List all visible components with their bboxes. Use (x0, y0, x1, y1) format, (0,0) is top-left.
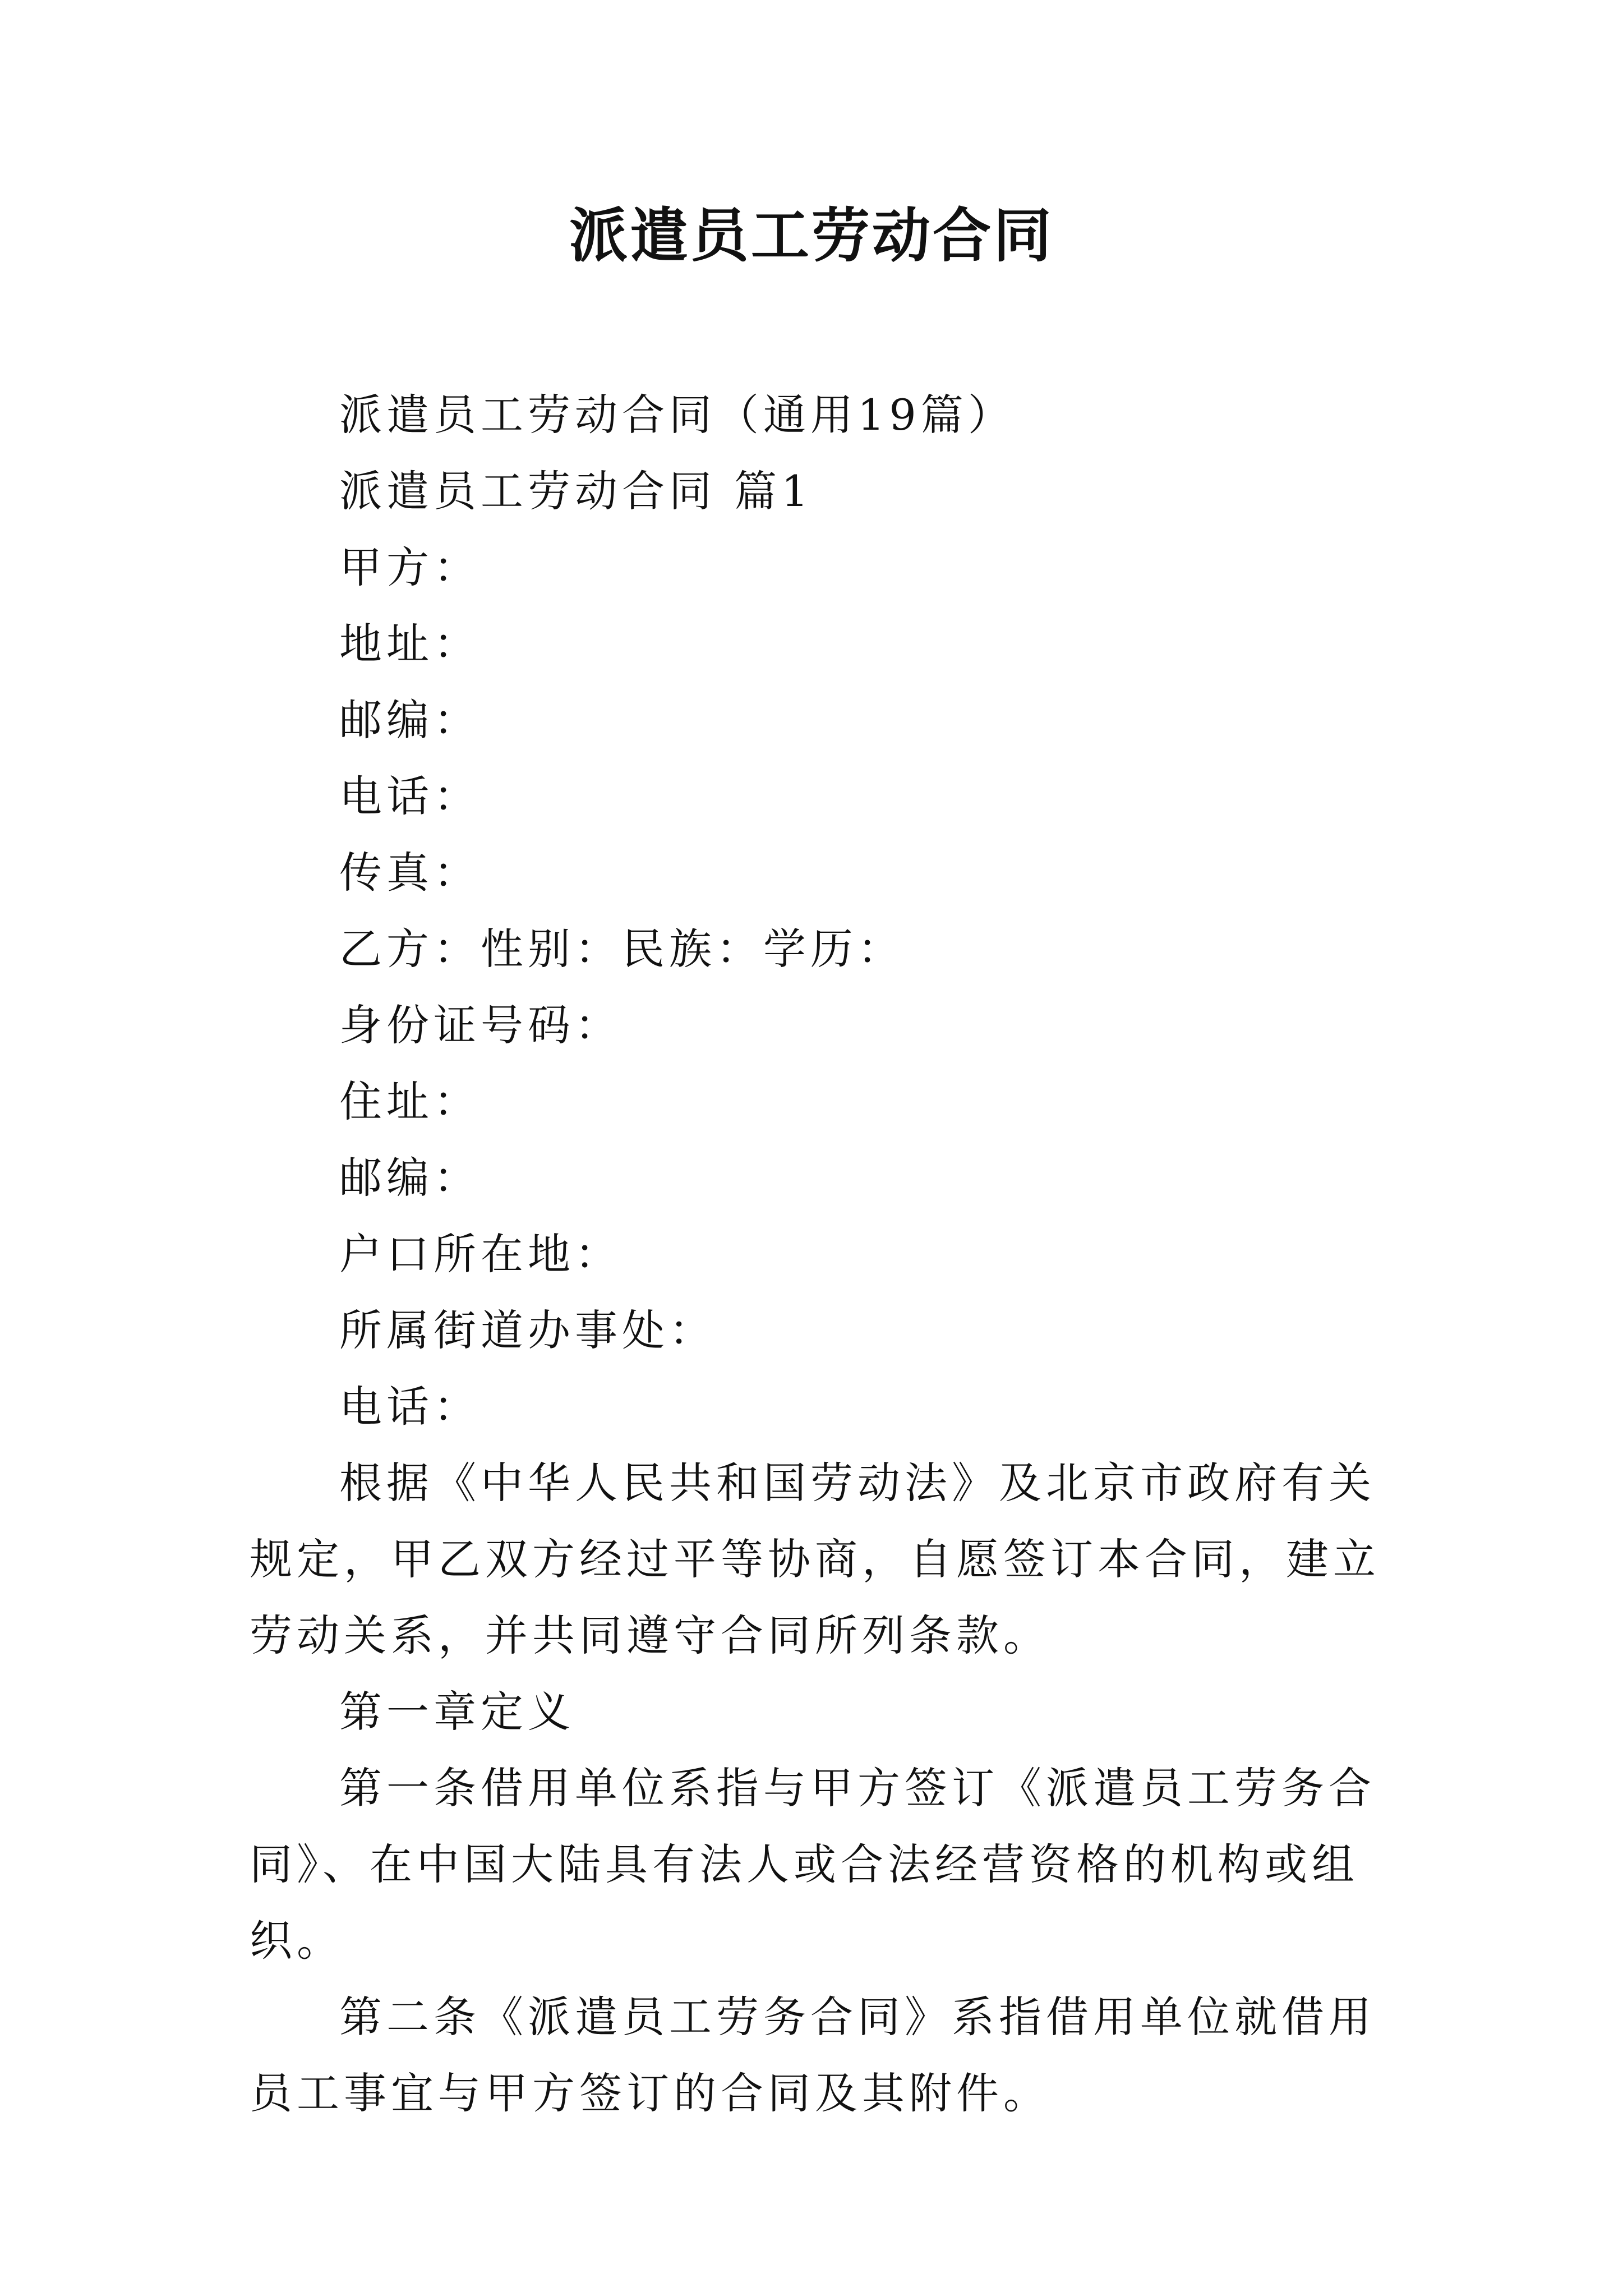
document-title: 派遣员工劳动合同 (569, 201, 1054, 270)
document-body (250, 377, 1410, 2132)
party-b-label: 乙方：性别：民族：学历： (339, 924, 905, 974)
party-a-fax-label: 传真： (339, 848, 481, 898)
party-b-subdistrict-label: 所属街道办事处： (339, 1305, 716, 1355)
preamble-paragraph: 根据《中华人民共和国劳动法》及北京市政府有关规定，甲乙双方经过平等协商，自愿签订本合同，建立劳动关系，并共同遵守合同所列条款。 (250, 1458, 1380, 1660)
party-a-phone-label: 电话： (339, 771, 481, 821)
section-heading: 派遣员工劳动合同 篇1 (339, 466, 813, 516)
party-b-postcode-label: 邮编： (339, 1153, 481, 1203)
party-b-phone-label: 电话： (339, 1382, 481, 1432)
party-a-address-label: 地址： (339, 619, 481, 669)
collection-heading: 派遣员工劳动合同（通用19篇） (339, 390, 1015, 440)
party-b-household-label: 户口所在地： (339, 1229, 622, 1279)
party-a-label: 甲方： (339, 542, 481, 592)
party-b-id-label: 身份证号码： (339, 1000, 622, 1050)
article-2-paragraph: 第二条《派遣员工劳务合同》系指借用单位就借用员工事宜与甲方签订的合同及其附件。 (250, 1992, 1376, 2118)
party-b-address-label: 住址： (339, 1076, 481, 1126)
party-a-postcode-label: 邮编： (339, 695, 481, 745)
article-1-paragraph: 第一条借用单位系指与甲方签订《派遣员工劳务合同》、在中国大陆具有法人或合法经营资格的机构或组织。 (250, 1763, 1376, 1966)
chapter-heading: 第一章定义 (339, 1687, 575, 1737)
